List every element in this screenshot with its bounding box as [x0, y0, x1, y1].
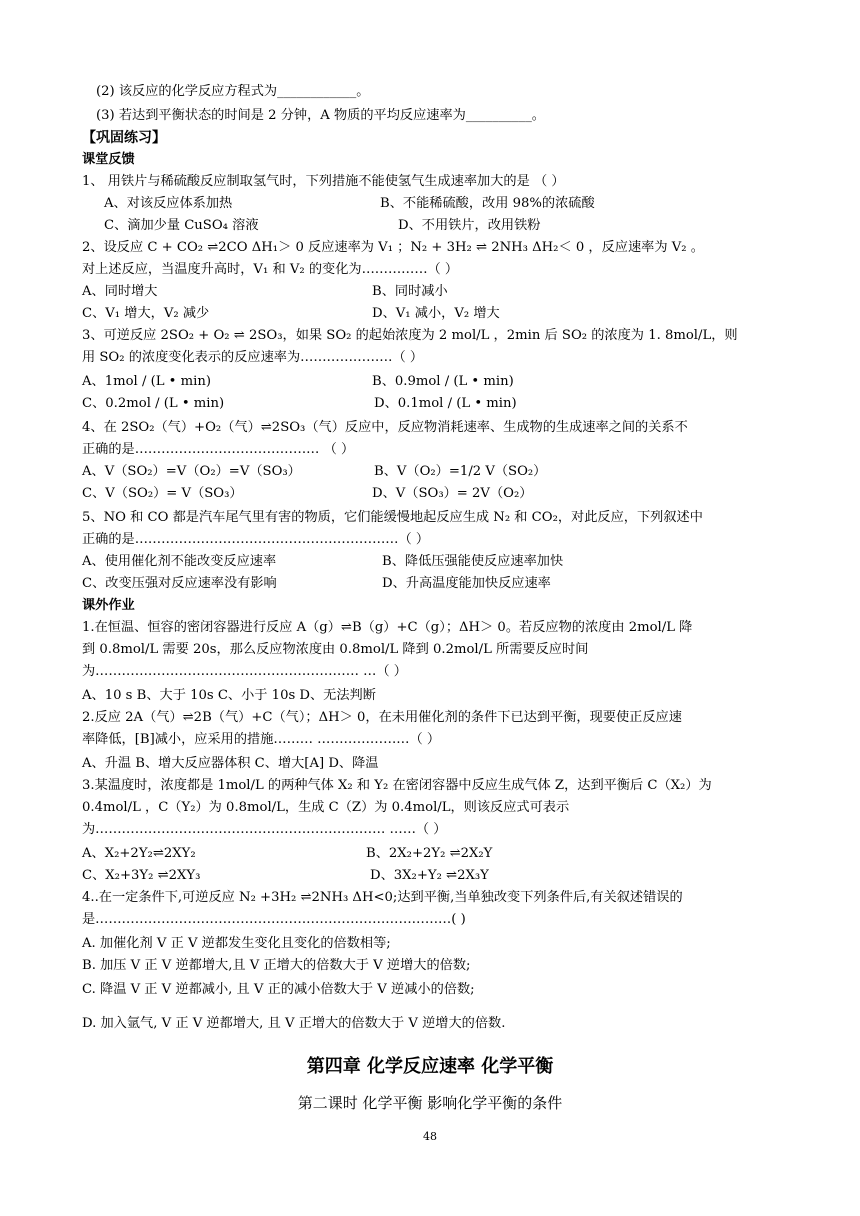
question-4: 4、在 2SO₂（气）+O₂（气）⇌2SO₃（气）反应中，反应物消耗速率、生成物的生成速率之间的关系不	[82, 420, 688, 435]
option-a: A、同时增大	[82, 284, 158, 299]
option-b: B、不能稀硫酸，改用 98%的浓硫酸	[380, 196, 595, 211]
text-line: 0.4mol/L ，C（Y₂）为 0.8mol/L，生成 C（Z）为 0.4mol/L，则该反应式可表示	[82, 800, 570, 815]
option-d: D、V（SO₃）= 2V（O₂）	[372, 486, 533, 501]
options-row: A、升温 B、增大反应器体积 C、增大[A] D、降温	[82, 756, 379, 771]
section-heading: 【巩固练习】	[82, 130, 166, 146]
option-d: D、3X₂+Y₂ ⇌2X₃Y	[370, 868, 489, 883]
text-line: 为………………………………………………………… ……（ ）	[82, 822, 447, 837]
option-d: D、升高温度能加快反应速率	[382, 576, 551, 591]
option-b: B、V（O₂）=1/2 V（SO₂）	[374, 464, 547, 479]
text-line: 正确的是……………………………………………………（ ）	[82, 532, 430, 547]
option-c: C. 降温 V 正 V 逆都减小, 且 V 正的减小倍数大于 V 逆减小的倍数;	[82, 982, 475, 997]
homework-1: 1.在恒温、恒容的密闭容器进行反应 A（g）⇌B（g）+C（g）；ΔH＞ 0。若反应物的浓度由 2mol/L 降	[82, 620, 693, 635]
options-row: A、10 s B、大于 10s C、小于 10s D、无法判断	[82, 688, 376, 703]
text-line: (3) 若达到平衡状态的时间是 2 分钟，A 物质的平均反应速率为__________。	[96, 108, 545, 123]
homework-4: 4..在一定条件下,可逆反应 N₂ +3H₂ ⇌2NH₃ ΔH<0;达到平衡,当单独改变下列条件后,有关叙述错误的	[82, 890, 683, 905]
subsection-heading: 课堂反馈	[82, 152, 135, 167]
option-b: B、同时减小	[372, 284, 448, 299]
option-b: B、2X₂+2Y₂ ⇌2X₂Y	[366, 846, 493, 861]
text-line: (2) 该反应的化学反应方程式为____________。	[96, 84, 370, 99]
option-c: C、滴加少量 CuSO₄ 溶液	[104, 218, 259, 233]
text-line: 用 SO₂ 的浓度变化表示的反应速率为…………………（ ）	[82, 350, 424, 365]
option-b: B、降低压强能使反应速率加快	[382, 554, 564, 569]
option-b: B. 加压 V 正 V 逆都增大,且 V 正增大的倍数大于 V 逆增大的倍数;	[82, 958, 471, 973]
option-a: A、1mol / (L • min)	[82, 374, 212, 389]
text-line: 对上述反应，当温度升高时，V₁ 和 V₂ 的变化为……………（ ）	[82, 262, 459, 277]
question-3: 3、可逆反应 2SO₂ + O₂ ⇌ 2SO₃，如果 SO₂ 的起始浓度为 2 mol/L ，2min 后 SO₂ 的浓度为 1. 8mol/L，则	[82, 328, 738, 343]
question-1: 1、 用铁片与稀硫酸反应制取氢气时，下列措施不能使氢气生成速率加大的是 （ ）	[82, 174, 565, 189]
option-c: C、X₂+3Y₂ ⇌2XY₃	[82, 868, 201, 883]
option-c: C、改变压强对反应速率没有影响	[82, 576, 277, 591]
lesson-title: 第二课时 化学平衡 影响化学平衡的条件	[297, 1094, 563, 1112]
option-d: D. 加入氩气, V 正 V 逆都增大, 且 V 正增大的倍数大于 V 逆增大的倍数.	[82, 1016, 506, 1031]
option-a: A、V（SO₂）=V（O₂）=V（SO₃）	[82, 464, 301, 479]
option-c: C、0.2mol / (L • min)	[82, 396, 225, 411]
text-line: 为…………………………………………………… …（ ）	[82, 664, 407, 679]
text-line: 率降低，[B]减小，应采用的措施……… …………………（ ）	[82, 732, 441, 747]
homework-2: 2.反应 2A（气）⇌2B（气）+C（气）；ΔH＞ 0，在未用催化剂的条件下已达到平衡，现要使正反应速	[82, 710, 682, 725]
option-c: C、V₁ 增大，V₂ 减少	[82, 306, 210, 321]
option-d: D、V₁ 减小，V₂ 增大	[372, 306, 500, 321]
chapter-title: 第四章 化学反应速率 化学平衡	[306, 1056, 554, 1077]
option-a: A、对该反应体系加热	[104, 196, 233, 211]
text-line: 正确的是…………………………………… （ ）	[82, 442, 355, 457]
option-a: A、使用催化剂不能改变反应速率	[82, 554, 277, 569]
homework-3: 3.某温度时，浓度都是 1mol/L 的两种气体 X₂ 和 Y₂ 在密闭容器中反应生成气体 Z，达到平衡后 C（X₂）为	[82, 778, 712, 793]
subsection-heading: 课外作业	[82, 598, 135, 613]
text-line: 是………………………………………………………………………( )	[82, 912, 466, 927]
option-a: A. 加催化剂 V 正 V 逆都发生变化且变化的倍数相等;	[82, 936, 391, 951]
question-2: 2、设反应 C + CO₂ ⇌2CO ΔH₁＞ 0 反应速率为 V₁ ；N₂ + 3H₂ ⇌ 2NH₃ ΔH₂＜ 0 ，反应速率为 V₂ 。	[82, 240, 704, 255]
text-line: 到 0.8mol/L 需要 20s，那么反应物浓度由 0.8mol/L 降到 0.2mol/L 所需要反应时间	[82, 642, 589, 657]
option-c: C、V（SO₂）= V（SO₃）	[82, 486, 243, 501]
page-number: 48	[423, 1130, 437, 1143]
option-d: D、0.1mol / (L • min)	[374, 396, 517, 411]
option-d: D、不用铁片，改用铁粉	[398, 218, 541, 233]
option-b: B、0.9mol / (L • min)	[372, 374, 514, 389]
option-a: A、X₂+2Y₂⇌2XY₂	[82, 846, 196, 861]
question-5: 5、NO 和 CO 都是汽车尾气里有害的物质，它们能缓慢地起反应生成 N₂ 和 CO₂，对此反应，下列叙述中	[82, 510, 703, 525]
